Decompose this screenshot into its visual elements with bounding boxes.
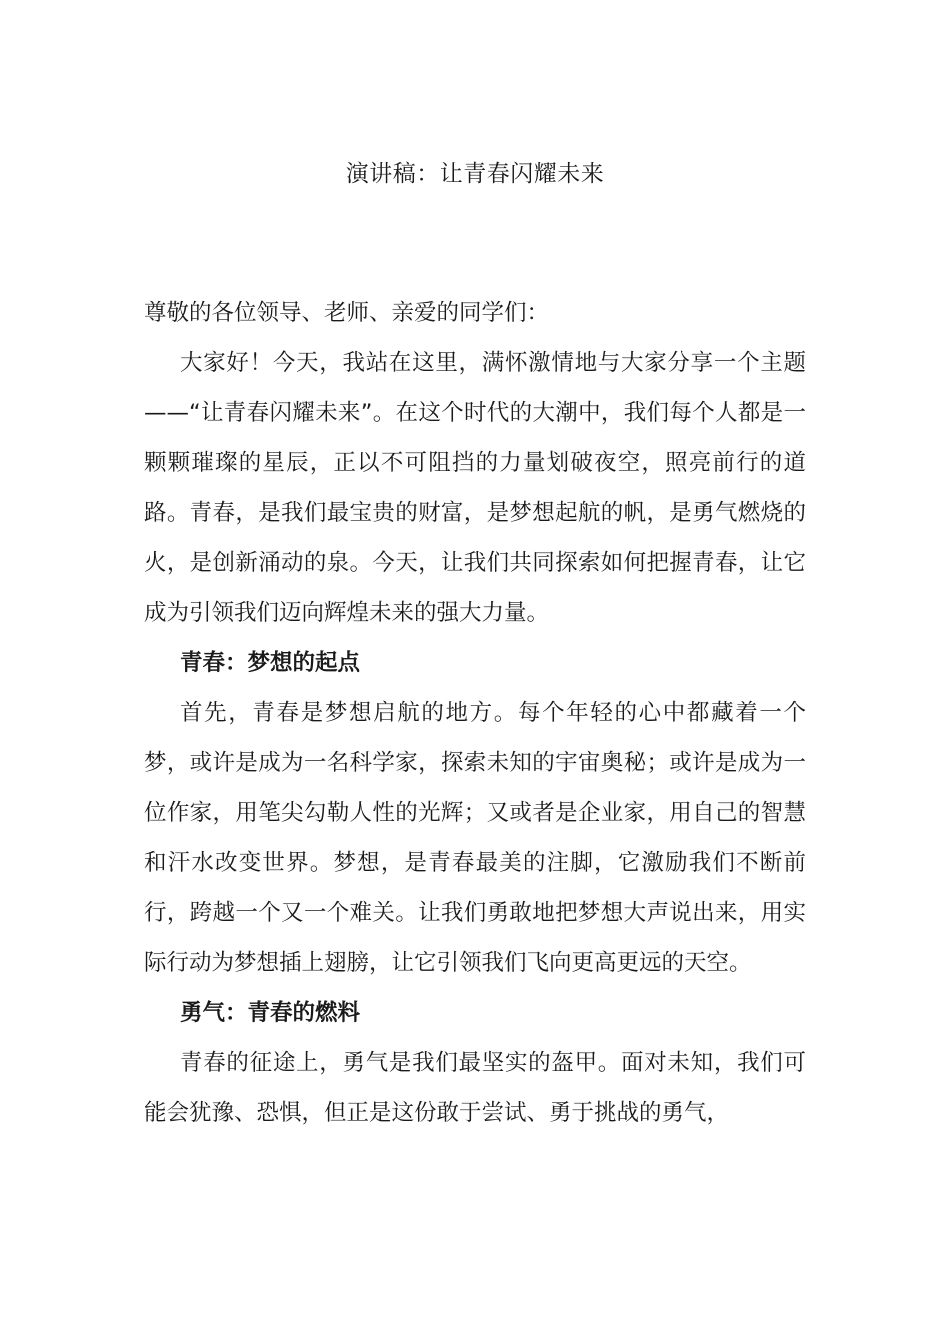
paragraph-intro: 大家好！今天，我站在这里，满怀激情地与大家分享一个主题——“让青春闪耀未来”。在这个时代的大潮中，我们每个人都是一颗颗璀璨的星辰，正以不可阻挡的力量划破夜空，照亮前行的道路。青春，是我们最宝贵的财富，是梦想起航的帆，是勇气燃烧的火，是创新涌动的泉。今天，让我们共同探索如何把握青春，让它成为引领我们迈向辉煌未来的强大力量。 (144, 350, 806, 626)
paragraph-courage: 青春的征途上，勇气是我们最坚实的盔甲。面对未知，我们可能会犹豫、恐惧，但正是这份敢于尝试、勇于挑战的勇气， (144, 1050, 806, 1126)
salutation: 尊敬的各位领导、老师、亲爱的同学们： (144, 300, 550, 326)
section-heading-dream: 青春：梦想的起点 (180, 650, 361, 676)
document-title: 演讲稿：让青春闪耀未来 (345, 161, 605, 187)
section-heading-courage: 勇气：青春的燃料 (180, 1000, 361, 1026)
paragraph-dream: 首先，青春是梦想启航的地方。每个年轻的心中都藏着一个梦，或许是成为一名科学家，探索未知的宇宙奥秘；或许是成为一位作家，用笔尖勾勒人性的光辉；又或者是企业家，用自己的智慧和汗水改变世界。梦想，是青春最美的注脚，它激励我们不断前行，跨越一个又一个难关。让我们勇敢地把梦想大声说出来，用实际行动为梦想插上翅膀，让它引领我们飞向更高更远的天空。 (144, 700, 806, 976)
document-body (144, 288, 806, 1138)
